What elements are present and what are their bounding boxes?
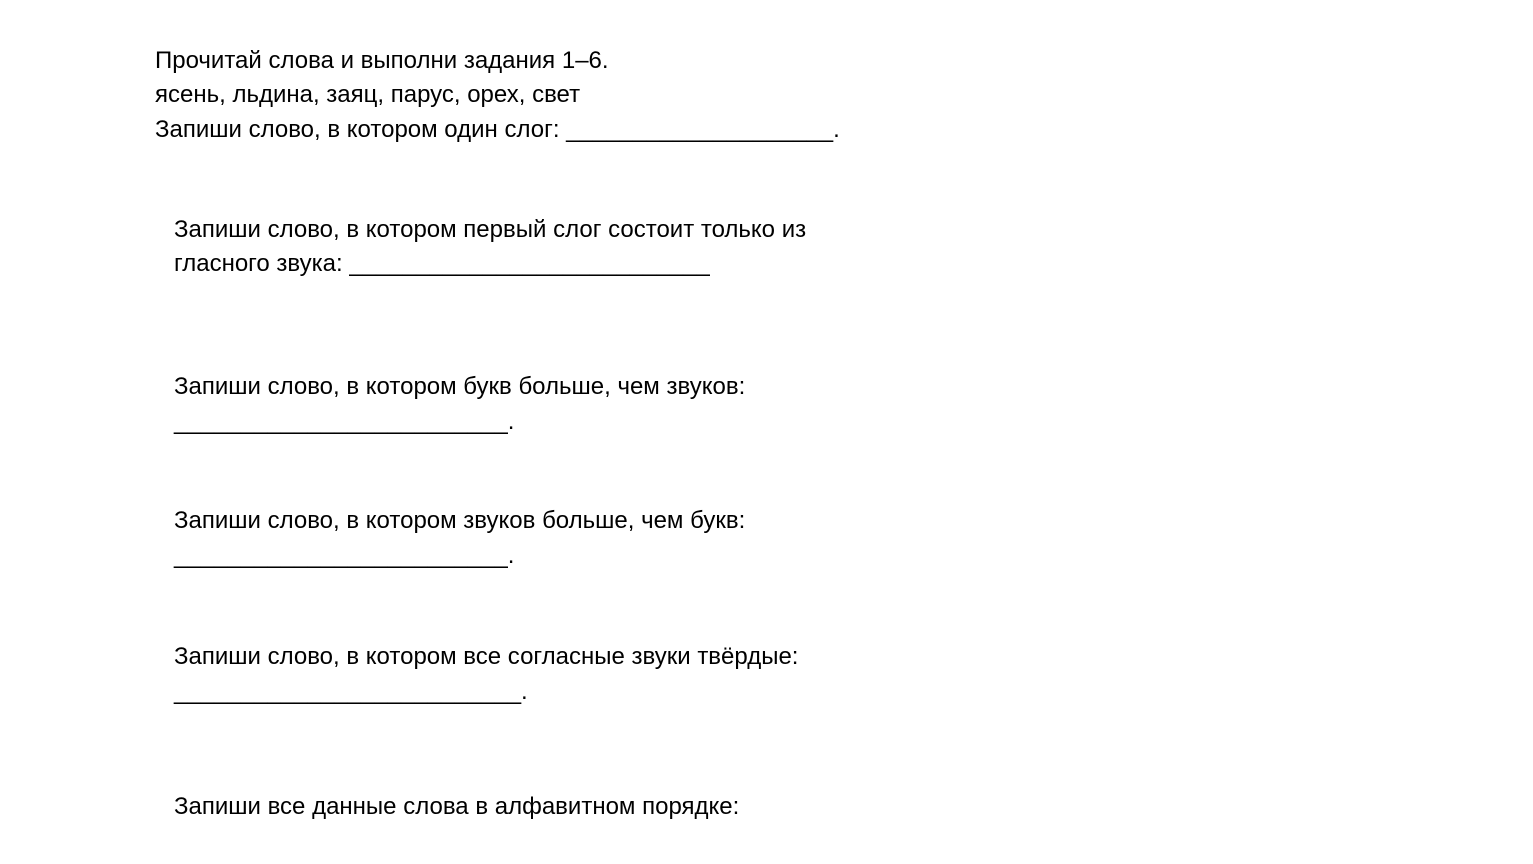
task-3-prompt: Запиши слово, в котором букв больше, чем звуков: xyxy=(174,373,746,400)
task-2-prompt-line-2: гласного звука: ___________________________ xyxy=(174,250,710,277)
task-4-prompt: Запиши слово, в котором звуков больше, чем букв: xyxy=(174,507,746,534)
word-list: ясень, льдина, заяц, парус, орех, свет xyxy=(155,81,581,108)
task-3-answer-line: _________________________. xyxy=(174,408,515,435)
task-2-prompt-line-1: Запиши слово, в котором первый слог состоит только из xyxy=(174,216,807,243)
task-4-answer-line: _________________________. xyxy=(174,542,515,569)
task-6-prompt: Запиши все данные слова в алфавитном порядке: xyxy=(174,793,740,820)
task-5-prompt: Запиши слово, в котором все согласные звуки твёрдые: xyxy=(174,643,799,670)
task-1-prompt: Запиши слово, в котором один слог: ____________________. xyxy=(155,116,840,143)
task-5-answer-line: __________________________. xyxy=(174,678,528,705)
instruction-text: Прочитай слова и выполни задания 1–6. xyxy=(155,47,609,74)
